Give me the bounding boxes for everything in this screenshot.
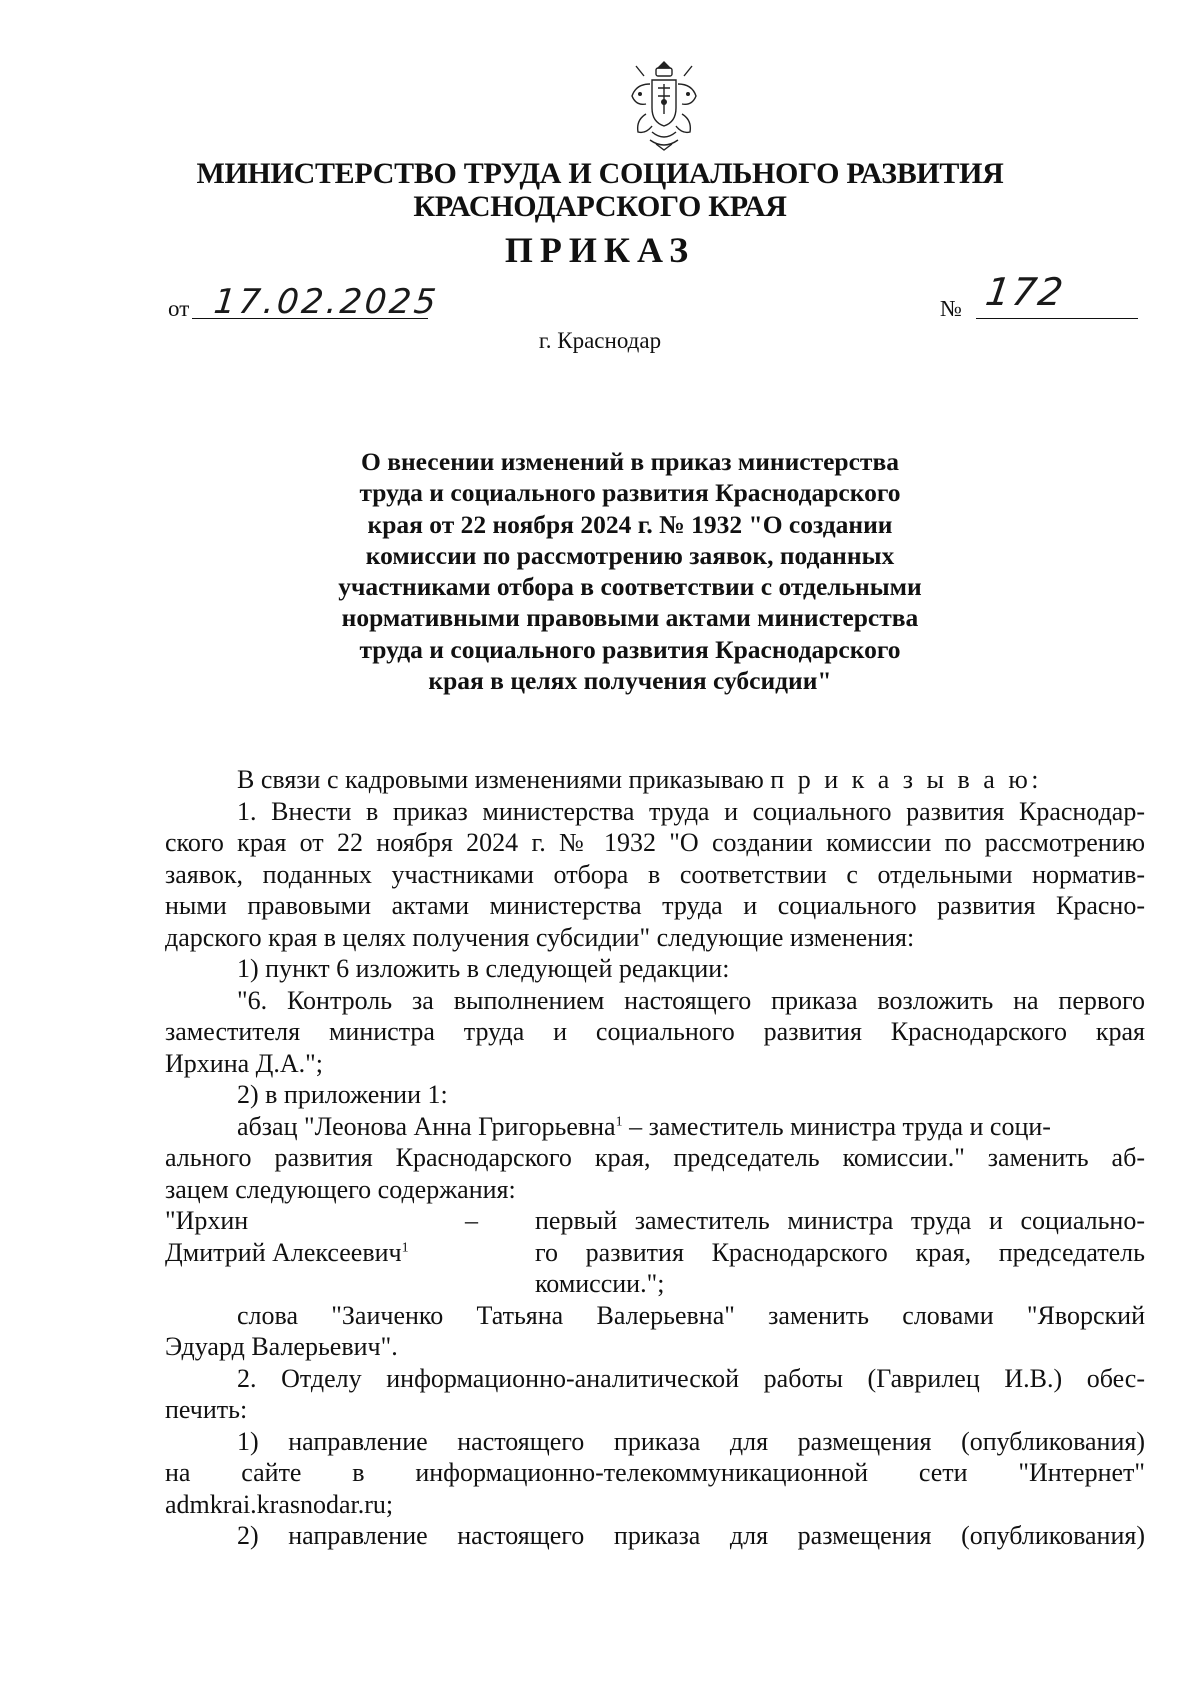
- intro-text: В связи с кадровыми изменениями приказываю: [237, 765, 764, 794]
- quote-line: заместителя министра труда и социального развития Краснодарского края: [165, 1017, 1145, 1046]
- member-name-text: Дмитрий Алексеевич: [165, 1237, 402, 1267]
- ministry-name-line1: МИНИСТЕРСТВО ТРУДА И СОЦИАЛЬНОГО РАЗВИТИЯ: [196, 157, 1004, 190]
- document-type-heading: ПРИКАЗ: [504, 230, 696, 270]
- subpoint-1-1: 1) пункт 6 изложить в следующей редакции:: [237, 954, 730, 983]
- date-prefix: от: [168, 296, 190, 321]
- member-desc-line: первый заместитель министра труда и социально-: [535, 1206, 1145, 1235]
- member-name-line2: [165, 1237, 465, 1269]
- title-line: края в целях получения субсидии": [428, 666, 832, 696]
- intro-paragraph: [165, 764, 1145, 796]
- intro-command: п р и к а з ы в а ю:: [770, 765, 1042, 794]
- replace-line: Эдуард Валерьевич".: [165, 1332, 398, 1361]
- subpoint-2-2-line: 2) направление настоящего приказа для размещения (опубликования): [237, 1521, 1145, 1550]
- title-line: края от 22 ноября 2024 г. № 1932 "О создании: [367, 509, 893, 539]
- abzac-first-line: [165, 1111, 1145, 1143]
- member-desc-line: го развития Краснодарского края, председатель: [535, 1237, 1145, 1267]
- coat-of-arms-icon: [622, 58, 706, 154]
- paragraph-1-line: дарского края в целях получения субсидии" следующие изменения:: [165, 922, 915, 952]
- abzac-line: зацем следующего содержания:: [165, 1174, 516, 1204]
- quote-line: "6. Контроль за выполнением настоящего приказа возложить на первого: [237, 985, 1145, 1015]
- order-title: [300, 446, 960, 696]
- paragraph-2-line: 2. Отделу информационно-аналитической работы (Гаврилец И.В.) обес-: [237, 1363, 1145, 1393]
- city-line: г. Краснодар: [538, 328, 662, 353]
- abzac-text-a: абзац "Леонова Анна Григорьевна: [237, 1111, 616, 1141]
- paragraph-1-line: ными правовыми актами министерства труда и социального развития Красно-: [165, 891, 1145, 920]
- ministry-name-line2: КРАСНОДАРСКОГО КРАЯ: [413, 190, 787, 223]
- paragraph-2-line: печить:: [165, 1395, 248, 1424]
- title-line: труда и социального развития Краснодарского: [359, 634, 901, 664]
- paragraph-1-line: 1. Внести в приказ министерства труда и социального развития Краснодар-: [237, 796, 1145, 826]
- number-underline: [976, 318, 1138, 319]
- member-desc-line: комиссии.";: [535, 1269, 665, 1298]
- footnote-marker: 1: [615, 1113, 623, 1129]
- member-name: [165, 1205, 465, 1300]
- paragraph-1-line: заявок, поданных участниками отбора в соответствии с отдельными норматив-: [165, 859, 1145, 889]
- quote-line: Ирхина Д.А.";: [165, 1048, 323, 1078]
- subpoint-1-2: 2) в приложении 1:: [237, 1080, 448, 1109]
- title-line: комиссии по рассмотрению заявок, поданных: [365, 540, 895, 570]
- member-entry: [165, 1205, 1145, 1300]
- member-description: [535, 1205, 1145, 1300]
- member-name-line1: "Ирхин: [165, 1206, 249, 1235]
- subpoint-2-1-line: 1) направление настоящего приказа для размещения (опубликования): [237, 1426, 1145, 1456]
- number-prefix: №: [940, 296, 962, 321]
- title-line: нормативными правовыми актами министерства: [341, 603, 919, 633]
- title-line: О внесении изменений в приказ министерства: [361, 447, 899, 476]
- member-dash: –: [465, 1206, 478, 1235]
- abzac-line: ального развития Краснодарского края, председатель комиссии." заменить аб-: [165, 1143, 1145, 1172]
- replace-line: слова "Заиченко Татьяна Валерьевна" заменить словами "Яворский: [237, 1300, 1145, 1330]
- handwritten-date: 17.02.2025: [211, 282, 441, 322]
- subpoint-2-1-line: admkrai.krasnodar.ru;: [165, 1489, 394, 1519]
- order-body: [165, 764, 1145, 1552]
- subpoint-2-1-line: на сайте в информационно-телекоммуникационной сети "Интернет": [165, 1458, 1145, 1487]
- title-line: участниками отбора в соответствии с отдельными: [338, 572, 922, 602]
- footnote-marker: 1: [401, 1239, 409, 1255]
- handwritten-number: 172: [982, 270, 1068, 314]
- paragraph-1-line: ского края от 22 ноября 2024 г. № 1932 "О создании комиссии по рассмотрению: [165, 828, 1145, 857]
- title-line: труда и социального развития Краснодарского: [359, 478, 901, 508]
- abzac-text-b: – заместитель министра труда и соци-: [622, 1111, 1051, 1141]
